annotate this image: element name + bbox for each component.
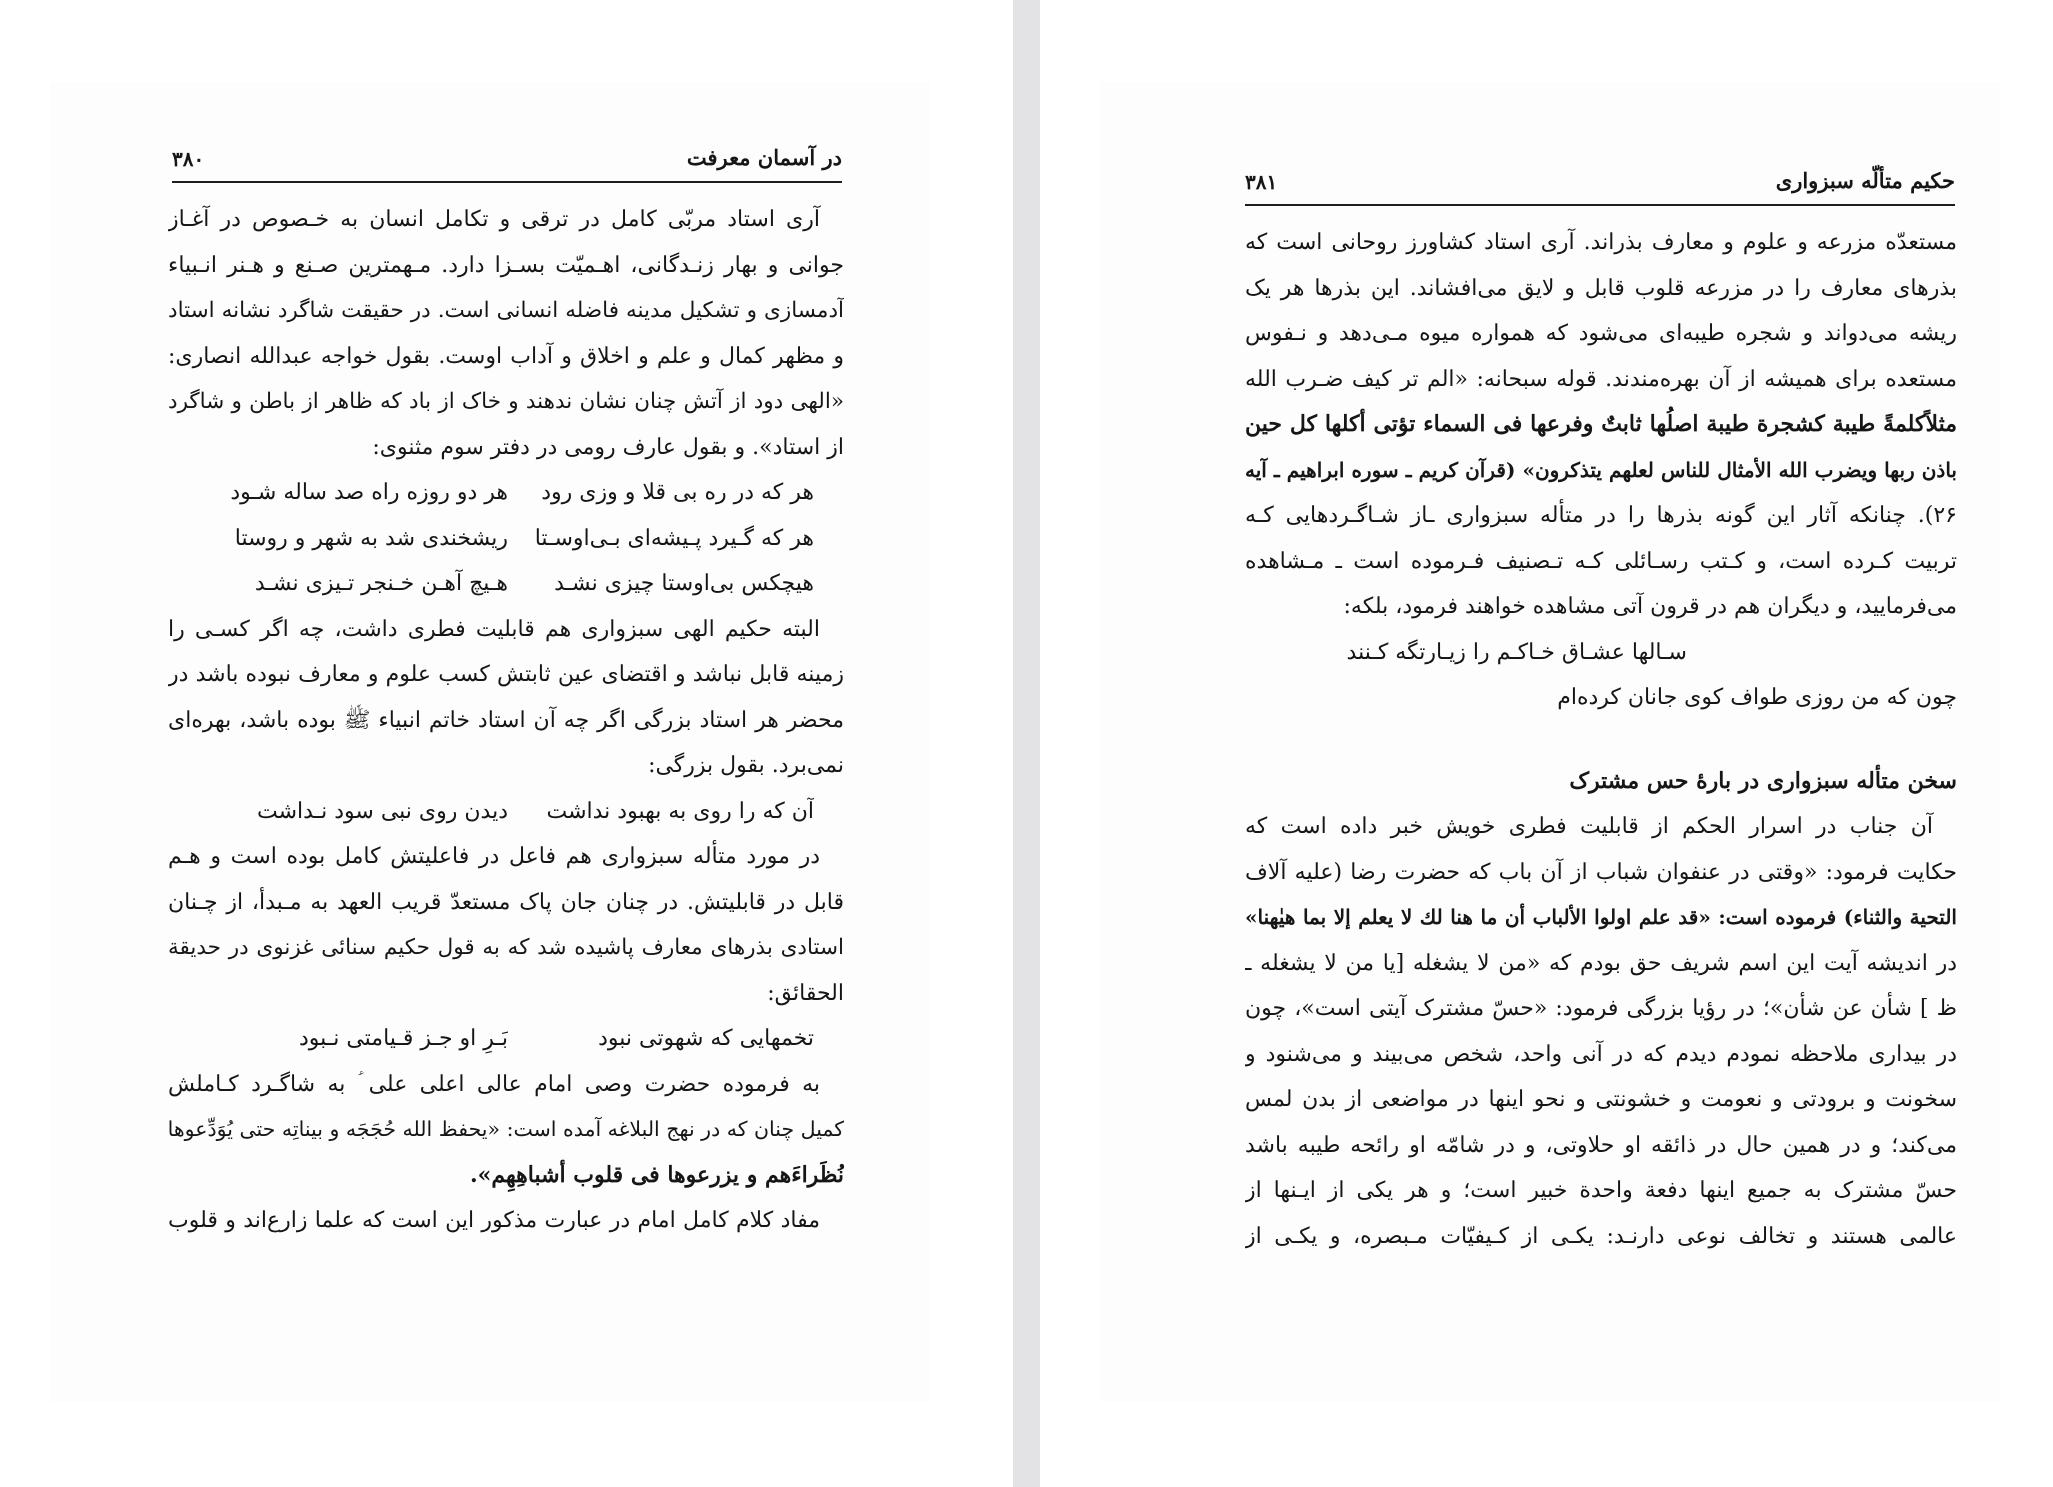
running-title: در آسمان معرفت (686, 145, 842, 170)
text-line: آن جناب در اسرار الحکم از قابلیت فطری خویش خبر داده است که (1245, 814, 1933, 839)
text-line: مستعدّه مزرعه و علوم و معارف بذراند. آری استاد کشاورز روحانی است که (1245, 230, 1957, 255)
running-title: حکیم متألّه سبزواری (1775, 168, 1955, 193)
verse-hemistich: هر که در ره بی قلا و وزی رود (541, 480, 814, 505)
verse-line (168, 789, 844, 835)
verse-line: سـالها عشـاق خـاکـم را زیـارتگه کـنند (1346, 639, 1687, 665)
page-body (168, 197, 844, 1244)
verse-hemistich: آن که را روی به بهبود نداشت (546, 798, 814, 824)
text-line: ۲۶). چنانکه آثار این گونه بذرها را در متأله سبزواری ـاز شـاگـردهایی کـه (1245, 503, 1957, 528)
text-line: مستعده برای همیشه از آن بهره‌مندند. قوله سبحانه: «الم تر کیف ضـرب الله (1245, 366, 1957, 392)
verse-line (168, 561, 844, 607)
page-gutter (1013, 0, 1040, 1487)
text-line: از استاد». و بقول عارف رومی در دفتر سوم مثنوی: (372, 434, 844, 460)
verse-line (168, 1016, 844, 1062)
text-line: می‌کند؛ و در همین حال در ذائقه او حلاوتی، و در شامّه او رائحه طیبه باشد (1245, 1132, 1957, 1158)
verse-line (168, 516, 844, 562)
text-line: البته حکیم الهی سبزواری هم قابلیت فطری داشت، چه اگر کسـی را (168, 616, 820, 642)
text-line: بذرهای معارف را در مزرعه قلوب قابل و لایق می‌افشاند. این بذرها هر یک (1245, 275, 1957, 301)
text-line: الحقائق: (767, 980, 844, 1006)
text-line: «الهی دود از آتش چنان نشان ندهند و خاک از باد که ظاهر از باطن و شاگرد (168, 389, 844, 414)
verse-hemistich: هیچکس بی‌اوستا چیزی نشـد (554, 571, 814, 596)
verse-hemistich: تخمهایی که شهوتی نبود (598, 1026, 814, 1051)
right-page (1040, 0, 2053, 1487)
verse-hemistich: ریشخندی شد به شهر و روستا (234, 525, 508, 551)
text-line: نُظَراءَهم و یزرعوها فی قلوب أشباهِهِم». (469, 1161, 844, 1188)
text-line: آدمسازی و تشکیل مدینه فاضله انسانی است. در حقیقت شاگرد نشانه استاد (168, 298, 844, 323)
text-line: و مظهر کمال و علم و اخلاق و آداب اوست. بقول خواجه عبدالله انصاری: (168, 343, 844, 369)
text-line: نمی‌برد. بقول بزرگی: (648, 753, 844, 778)
text-line: حکایت فرمود: «وقتی در عنفوان شباب از آن باب که حضرت رضا (علیه آلاف (1245, 859, 1957, 885)
left-page (0, 0, 1013, 1487)
text-line: در مورد متأله سبزواری هم فاعل در فاعلیتش کامل بوده است و هـم (168, 844, 820, 869)
text-line: می‌فرمایید، و دیگران هم در قرون آتی مشاهده خواهند فرمود، بلکه: (1343, 594, 1957, 619)
page-header (172, 145, 842, 183)
section-spacer (1245, 721, 1957, 759)
verse-hemistich: بَـرِ او جـز قـیامتی نـبود (298, 1026, 508, 1051)
text-line: حسّ مشترک به جمیع اینها دفعة واحدة خبیر است؛ و هر یکی از ایـنها از (1245, 1178, 1957, 1203)
text-line: جوانی و بهار زنـدگانی، اهـمیّت بسـزا دارد. مـهمترین صـنع و هـنر انـبیاء (168, 252, 844, 278)
text-line: التحیة والثناء) فرموده است: «قد علم اولوا الألباب أن ما هنا لك لا یعلم إلا بما هیٰهنا» (1245, 905, 1957, 929)
text-line: محضر هر استاد بزرگی اگر چه آن استاد خاتم انبیاء ﷺ بوده باشد، بهره‌ای (168, 707, 844, 733)
text-line: ریشه می‌دواند و شجره طیبه‌ای می‌شود که همواره میوه مـی‌دهد و نـفوس (1245, 321, 1957, 346)
verse-hemistich: هـیچ آهـن خـنجر تـیزی نشـد (254, 571, 508, 596)
verse-hemistich: هر که گـیرد پـیشه‌ای بـی‌اوسـتا (534, 525, 814, 551)
section-heading: سخن متأله سبزواری در بارهٔ حس مشترک (1569, 767, 1957, 794)
page-number: ۳۸۰ (172, 147, 205, 171)
text-line: به فرموده حضرت وصی امام عالی اعلی علی ؑ به شاگـرد کـاملش (168, 1071, 820, 1097)
text-line: مثلاًکلمةً طیبة کشجرة طیبة اصلُها ثابتٌ وفرعها فی السماء تؤتی أکلها کل حین (1245, 411, 1957, 437)
text-line: در بیداری ملاحظه نمودم دیدم که در آنی واحد، شخص می‌بیند و می‌شنود و (1245, 1041, 1957, 1067)
text-line: سخونت و برودتی و نعومت و خشونتی و نحو اینها در مواضعی از بدن لمس (1245, 1087, 1957, 1112)
text-line: تربیت کـرده است، و کـتب رسـائلی کـه تـصنیف فـرموده است ـ مـشاهده (1245, 548, 1957, 574)
page-body (1245, 220, 1957, 1259)
text-line: زمینه قابل نباشد و اقتضای عین ثابتش کسب علوم و معارف نبوده باشد در (168, 662, 844, 687)
verse-line (168, 470, 844, 516)
text-line: مفاد کلام کامل امام در عبارت مذکور این است که علما زارع‌اند و قلوب (168, 1208, 820, 1233)
text-line: عالمی هستند و تخالف نوعی دارنـد: یکـی از کـیفیّات مـبصره، و یکـی از (1245, 1223, 1957, 1249)
verse-hemistich: هر دو روزه راه صد ساله شـود (230, 480, 508, 505)
text-line: آری استاد مربّی کامل در ترقی و تکامل انسان به خـصوص در آغـاز (168, 207, 820, 232)
text-line: باذن ربها ویضرب الله الأمثال للناس لعلهم یتذکرون» (قرآن کریم ـ سوره ابراهیم ـ آیه (1245, 457, 1957, 482)
verse-hemistich: دیدن روی نبی سود نـداشت (256, 798, 508, 824)
text-line: استادی بذرهای معارف پاشیده شد که به قول حکیم سنائی غزنوی در حدیقة (168, 935, 844, 960)
verse-line: چون که من روزی طواف کوی جانان کرده‌ام (1557, 685, 1957, 710)
text-line: کمیل چنان که در نهج البلاغه آمده است: «یحفظ الله حُجَجَه و بیناتِه حتی یُوَدِّعوها (168, 1117, 844, 1141)
page-header (1245, 168, 1955, 206)
text-line: در اندیشه آیت این اسم شریف حق بودم که «من لا یشغله [یا من لا یشغله ـ (1245, 950, 1957, 976)
page-number: ۳۸۱ (1245, 170, 1278, 194)
text-line: ظ ] شأن عن شأن»؛ در رؤیا بزرگی فرمود: «حسّ مشترک آیتی است»، چون (1245, 996, 1957, 1021)
text-line: قابل در قابلیتش. در چنان جان پاک مستعدّ قریب العهد به مـبدأ، از چـنان (168, 889, 844, 915)
